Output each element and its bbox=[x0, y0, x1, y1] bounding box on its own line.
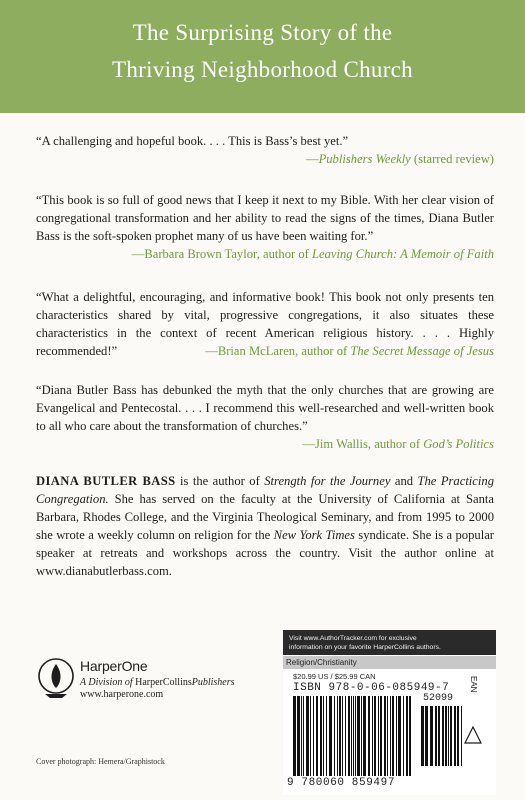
price-addon-barcode bbox=[421, 706, 465, 766]
quote-4-attribution bbox=[36, 435, 494, 453]
publisher-name: HarperOne bbox=[80, 658, 148, 674]
quote-4-text: “Diana Butler Bass has debunked the myth that the only churches that are growing are Evangelical and Pentecostal. . . . I recommend this well-researched and well-written book to all who care about the transformation of churches.” bbox=[36, 383, 494, 433]
title-banner bbox=[0, 0, 525, 113]
barcode-bar bbox=[445, 706, 447, 766]
barcode-bar bbox=[355, 696, 356, 776]
barcode-bar bbox=[345, 696, 346, 776]
barcode-bar bbox=[448, 706, 449, 766]
barcode-bar bbox=[316, 696, 318, 776]
ean-barcode bbox=[293, 696, 413, 776]
quote-1-attr-source: Publishers Weekly bbox=[318, 152, 411, 166]
up-arrow-icon bbox=[463, 725, 483, 747]
quote-1-attr-pre: — bbox=[305, 152, 319, 166]
bio-text-4: syndicate. She is a popular speaker at retreats and workshops across the country. Visit the author online at www.dianabutlerbass.com. bbox=[36, 528, 494, 578]
publisher-website: www.harperone.com bbox=[80, 689, 164, 700]
barcode-bar bbox=[363, 696, 366, 776]
barcode-bar bbox=[384, 696, 386, 776]
barcode-bar bbox=[326, 696, 327, 776]
barcode-bar bbox=[442, 706, 444, 766]
bio-text-3: She has served on the faculty at the University of California at Santa Barbara, Rhodes College, and the Virginia Theological Seminary, and from 1995 to 2000 she wrote a weekly column on religion for the bbox=[36, 492, 494, 542]
barcode-bar bbox=[450, 706, 452, 766]
publisher-block bbox=[36, 656, 266, 716]
barcode-bar bbox=[425, 706, 428, 766]
harperone-logo-icon bbox=[36, 656, 76, 702]
quote-1-text: “A challenging and hopeful book. . . . This is Bass’s best yet.” bbox=[36, 134, 349, 148]
category-label: Religion/Christianity bbox=[283, 656, 496, 669]
price-label: $20.99 US / $25.99 CAN bbox=[293, 672, 376, 681]
quote-1-attr-post: (starred review) bbox=[410, 152, 494, 166]
author-tracker-note bbox=[283, 630, 496, 655]
barcode-bar bbox=[374, 696, 376, 776]
barcode-bar bbox=[297, 696, 300, 776]
barcode-bar bbox=[421, 706, 424, 766]
bio-text-1: is the author of bbox=[175, 474, 265, 488]
barcode-bar bbox=[461, 706, 462, 766]
quote-2-attr-source: Leaving Church: A Memoir of Faith bbox=[311, 247, 494, 261]
barcode-bar bbox=[368, 696, 370, 776]
barcode-bar bbox=[409, 696, 411, 776]
bio-text-2: and bbox=[390, 474, 418, 488]
division-suffix: Publishers bbox=[191, 677, 235, 688]
barcode-bar bbox=[390, 696, 391, 776]
barcode-bar bbox=[438, 706, 440, 766]
barcode-bar bbox=[372, 696, 373, 776]
barcode-bar bbox=[303, 696, 304, 776]
barcode-bar bbox=[380, 696, 382, 776]
barcode-bar bbox=[329, 696, 332, 776]
barcode-bar bbox=[378, 696, 379, 776]
quote-4-attr-pre: —Jim Wallis, author of bbox=[302, 437, 424, 451]
quote-2 bbox=[36, 191, 494, 263]
quote-1-attribution bbox=[36, 150, 494, 168]
barcode-bar bbox=[435, 706, 437, 766]
author-name: DIANA BUTLER BASS bbox=[36, 474, 176, 488]
barcode-bar bbox=[406, 696, 408, 776]
barcode-bar bbox=[348, 696, 350, 776]
barcode-bar bbox=[387, 696, 388, 776]
barcode-bar bbox=[334, 696, 335, 776]
quote-3-text: “What a delightful, encouraging, and informative book! This book not only presents ten characteristics shared by vital, progressive congregations, it also situates these characteristics in the context of recent American religious history. . . . Highly recommended!” bbox=[36, 290, 494, 358]
barcode-bar bbox=[342, 696, 343, 776]
barcode-bar bbox=[392, 696, 394, 776]
barcode-bar bbox=[396, 696, 397, 776]
tracker-line-1: Visit www.AuthorTracker.com for exclusive bbox=[289, 635, 417, 642]
bio-book-1: Strength for the Journey bbox=[264, 474, 391, 488]
bio-newspaper: New York Times bbox=[273, 528, 355, 542]
barcode-bar bbox=[351, 696, 352, 776]
barcode-bar bbox=[293, 696, 296, 776]
price-code: 52099 bbox=[423, 693, 454, 704]
division-prefix: A Division of bbox=[80, 677, 136, 688]
barcode-bar bbox=[403, 696, 404, 776]
author-bio bbox=[36, 472, 494, 580]
barcode-digits: 9 780060 859497 bbox=[287, 777, 396, 789]
quote-2-attribution bbox=[36, 245, 494, 263]
barcode-box bbox=[283, 630, 496, 795]
quote-4-attr-source: God’s Politics bbox=[423, 437, 494, 451]
quote-3-attr-source: The Secret Message of Jesus bbox=[350, 344, 494, 358]
banner-line-2: Thriving Neighborhood Church bbox=[112, 57, 413, 82]
barcode-bar bbox=[361, 696, 362, 776]
quote-2-text: “This book is so full of good news that I keep it next to my Bible. With her clear vision of congregational transformation and her ability to read the signs of the times, Diana Butler Bass is the soft-spoken prophet many of us have been waiting for.” bbox=[36, 193, 494, 243]
barcode-bar bbox=[310, 696, 311, 776]
barcode-bar bbox=[454, 706, 456, 766]
quote-3 bbox=[36, 288, 494, 360]
barcode-bar bbox=[323, 696, 324, 776]
publisher-division bbox=[80, 677, 235, 688]
quote-3-attribution bbox=[205, 342, 494, 360]
barcode-bar bbox=[306, 696, 309, 776]
banner-line-1: The Surprising Story of the bbox=[132, 20, 393, 45]
tracker-line-2: information on your favorite HarperCollins authors. bbox=[289, 644, 441, 651]
ean-label: EAN bbox=[469, 676, 478, 693]
isbn-label: ISBN 978-0-06-085949-7 bbox=[293, 682, 450, 694]
barcode-bar bbox=[337, 696, 338, 776]
barcode-bar bbox=[339, 696, 341, 776]
quote-1 bbox=[36, 132, 494, 168]
publisher-text bbox=[80, 658, 235, 700]
barcode-bar bbox=[457, 706, 459, 766]
barcode-bar bbox=[353, 696, 354, 776]
barcode-bar bbox=[398, 696, 401, 776]
barcode-bar bbox=[301, 696, 302, 776]
quote-4 bbox=[36, 381, 494, 453]
cover-credit: Cover photograph: Hemera/Graphistock bbox=[36, 757, 165, 766]
barcode-bar bbox=[357, 696, 360, 776]
barcode-bar bbox=[320, 696, 322, 776]
barcode-bar bbox=[430, 706, 433, 766]
barcode-bar bbox=[313, 696, 314, 776]
division-main: HarperCollins bbox=[135, 677, 192, 688]
bio-book-2: The Practicing Congregation. bbox=[36, 474, 494, 506]
quote-2-attr-pre: —Barbara Brown Taylor, author of bbox=[131, 247, 312, 261]
quote-3-attr-pre: —Brian McLaren, author of bbox=[205, 344, 351, 358]
